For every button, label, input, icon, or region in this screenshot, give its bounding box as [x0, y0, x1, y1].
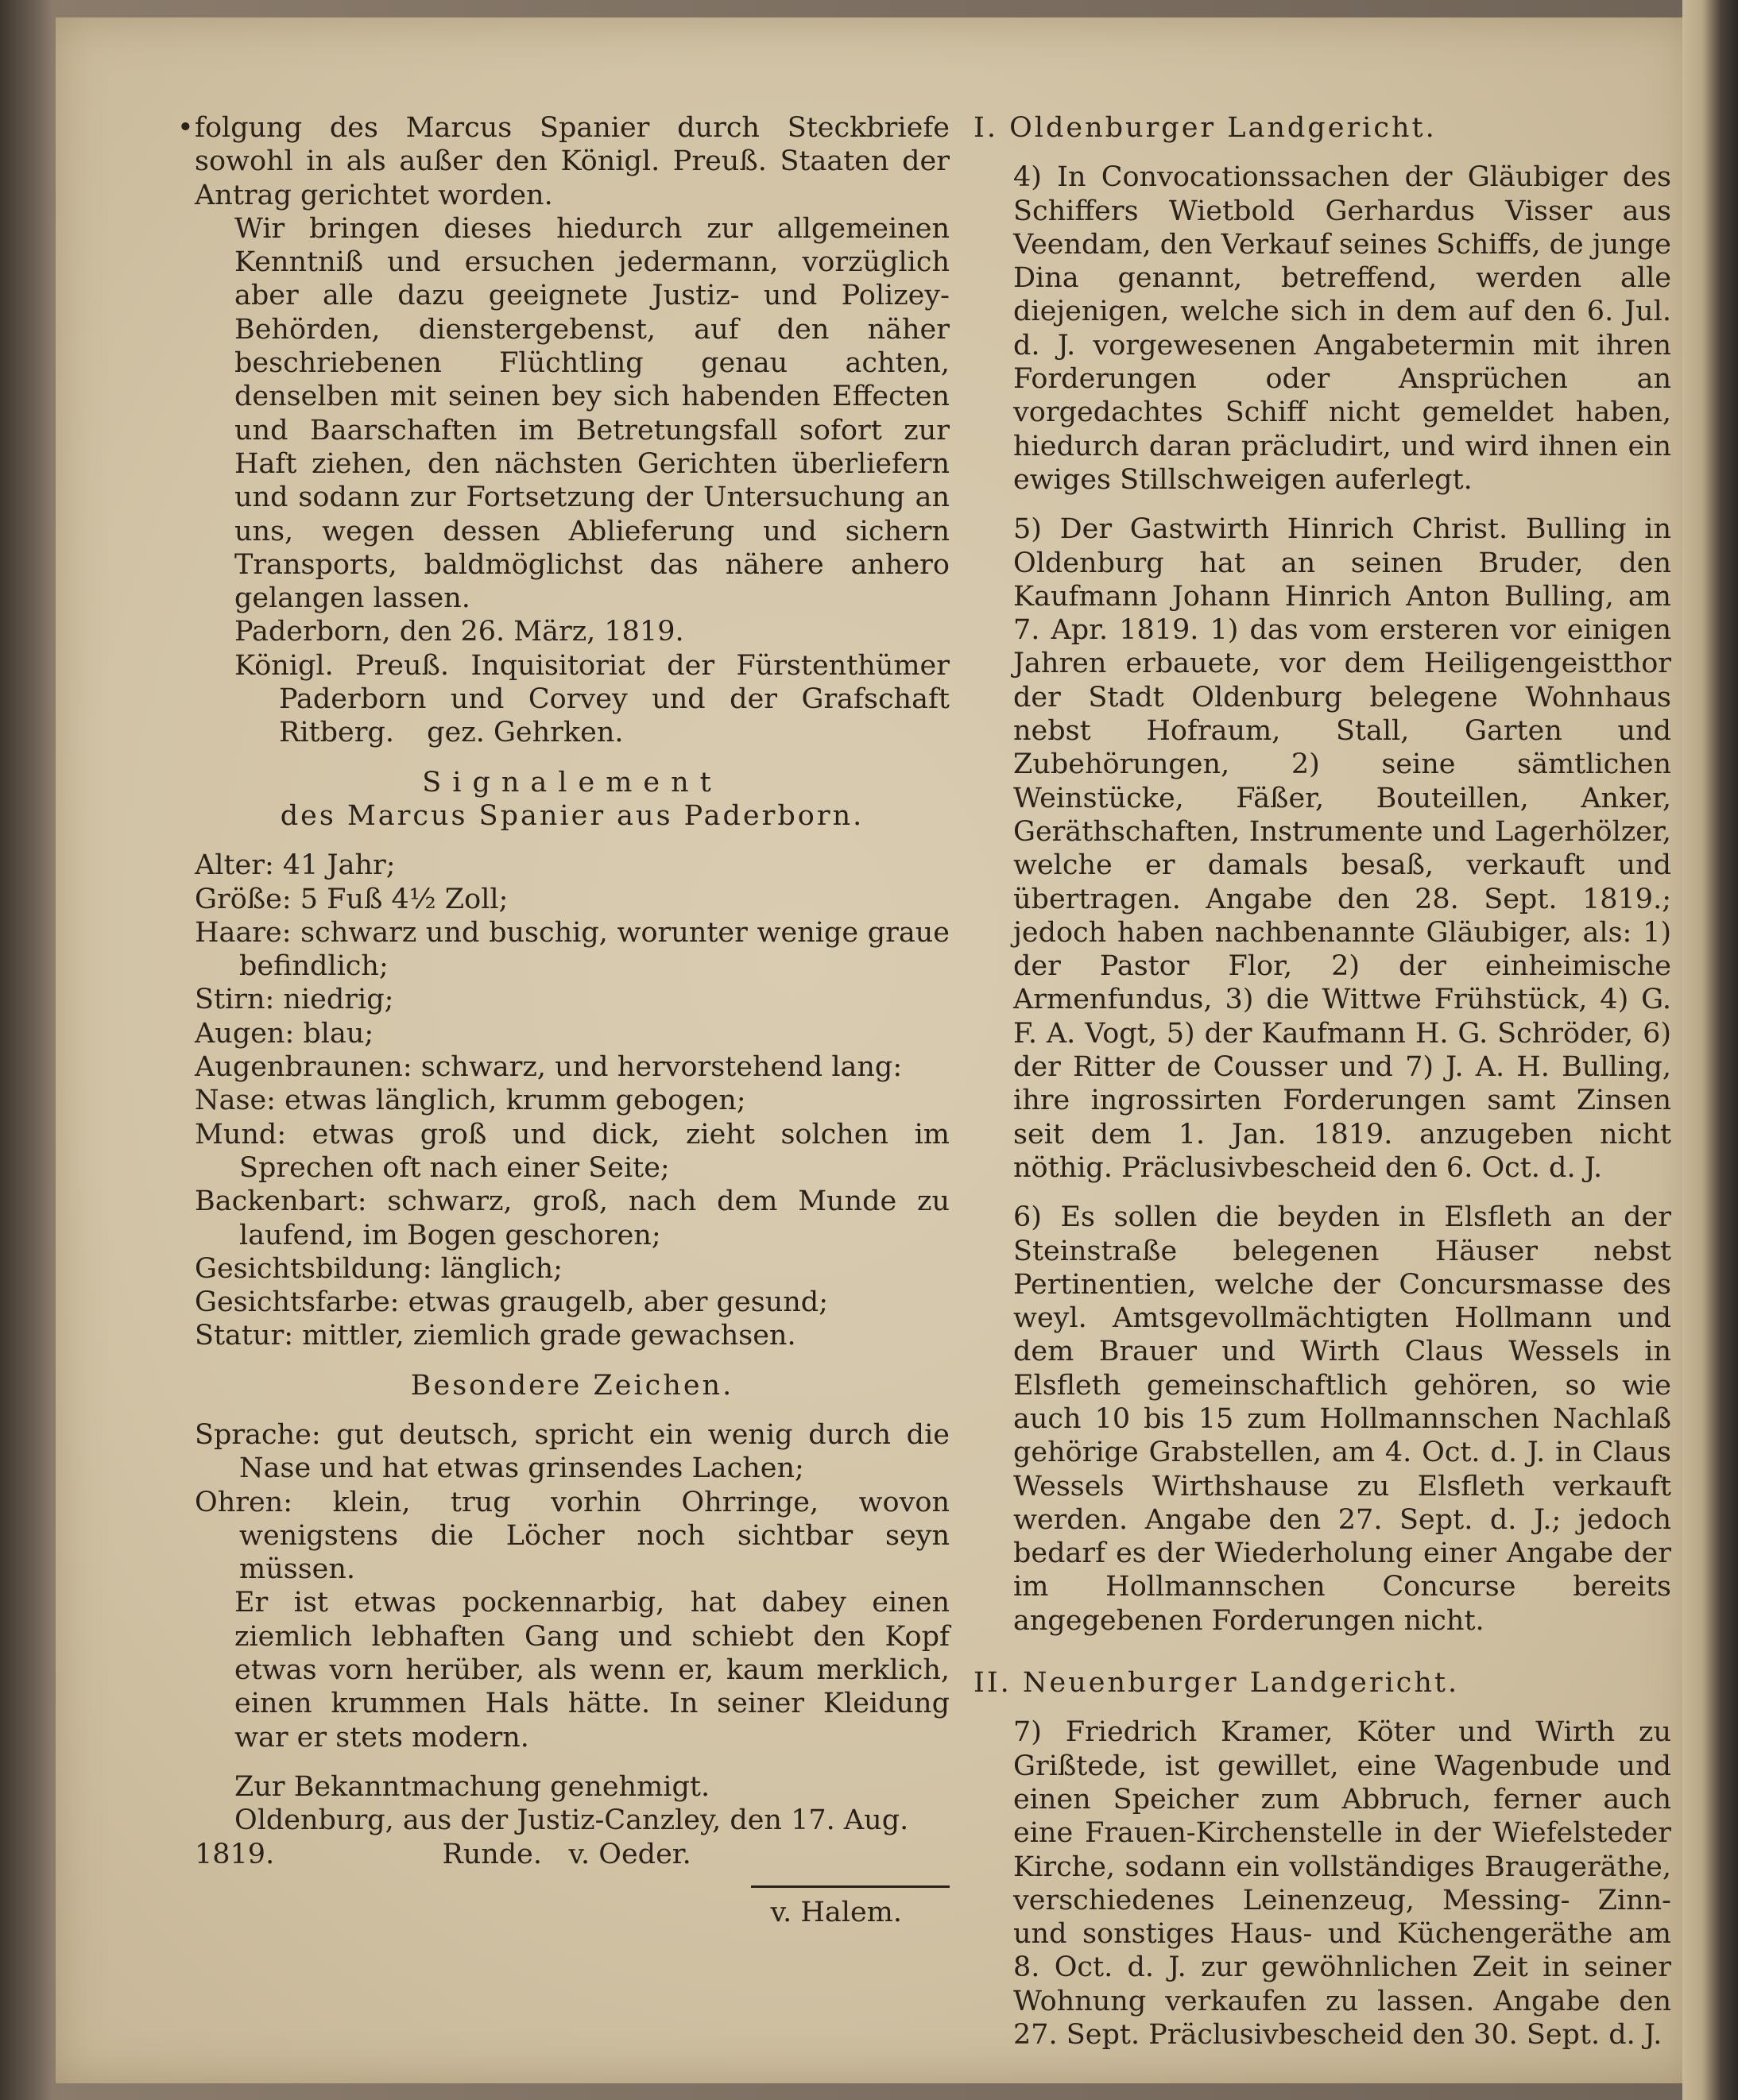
closing-signature: v. Halem. — [770, 1896, 902, 1928]
trait-item: Augenbraunen: schwarz, und hervorstehend lang: — [195, 1051, 903, 1084]
closing-year: 1819. — [195, 1838, 275, 1870]
right-column — [974, 111, 1671, 2052]
left-column — [177, 111, 950, 1929]
notice-item: 4) In Convocationssachen der Gläubiger des Schiffers Wietbold Gerhardus Visser aus Veendam, den Verkauf seines Schiffs, de junge Dina genannt, betreffend, werden alle diejenigen, welche sich in dem auf den 6. Jul. d. J. vorgewesenen Angabetermin mit ihren Forderungen oder Ansprüchen an vorgedachtes Schiff nicht gemeldet haben, hiedurch daran präcludirt, und wird ihnen ein ewiges Stillschweigen auferlegt. — [1013, 161, 1671, 496]
approval: Zur Bekanntmachung genehmigt. — [234, 1770, 710, 1803]
closing-place: Oldenburg, aus der Justiz-Canzley, den 17. Aug. — [234, 1804, 909, 1837]
special-item: Ohren: klein, trug vorhin Ohrringe, wovon wenigstens die Löcher noch sichtbar seyn müssen. — [195, 1486, 950, 1586]
book-gutter — [1682, 0, 1738, 2100]
trait-item: Alter: 41 Jahr; — [195, 849, 396, 882]
section-heading-neuenburg: II. Neuenburger Landgericht. — [974, 1667, 1460, 1700]
trait-item: Größe: 5 Fuß 4½ Zoll; — [195, 883, 509, 915]
trait-item: Augen: blau; — [195, 1017, 374, 1050]
signature-rule — [751, 1885, 950, 1888]
special-title: Besondere Zeichen. — [410, 1369, 734, 1402]
authority-text: Königl. Preuß. Inquisitoriat der Fürstenthümer Paderborn und Corvey und der Grafschaft Ritberg. — [234, 649, 950, 749]
trait-item: Gesichtsfarbe: etwas graugelb, aber gesund; — [195, 1286, 828, 1319]
trait-item: Gesichtsbildung: länglich; — [195, 1252, 563, 1285]
dateline: Paderborn, den 26. März, 1819. — [234, 616, 684, 648]
closing-names: Runde. v. Oeder. — [442, 1838, 691, 1870]
notice-item: 7) Friedrich Kramer, Köter und Wirth zu Grißtede, ist gewillet, eine Wagenbude und einen Speicher zum Abbruch, ferner auch eine Frauen-Kirchenstelle in der Wiefelsteder Kirche, sodann ein vollständiges Braugeräthe, verschiedenes Leinenzeug, Messing- Zinn- und sonstiges Haus- und Küchengeräthe am 8. Oct. d. J. zur gewöhnlichen Zeit in seiner Wohnung verkaufen zu lassen. Angabe den 27. Sept. Präclusivbescheid den 30. Sept. d. J. — [1013, 1716, 1671, 2052]
special-item: Sprache: gut deutsch, spricht ein wenig durch die Nase und hat etwas grinsendes Lachen; — [195, 1418, 950, 1485]
traits-list — [195, 849, 950, 1352]
intro-paragraph: folgung des Marcus Spanier durch Steckbriefe sowohl in als außer den Königl. Preuß. Staaten der Antrag gerichtet worden. — [195, 112, 950, 211]
trait-item: Nase: etwas länglich, krumm gebogen; — [195, 1085, 746, 1117]
request-text: Wir bringen dieses hiedurch zur allgemeinen Kenntniß und ersuchen jedermann, vorzüglich aber alle dazu geeignete Justiz- und Polizey-Behörden, dienstergebenst, auf den näher beschriebenen Flüchtling genau achten, denselben mit seinen bey sich habenden Effecten und Baarschaften im Betretungsfall sofort zur Haft ziehen, den nächsten Gerichten überliefern und sodann zur Fortsetzung der Untersuchung an uns, wegen dessen Ablieferung und sichern Transports, baldmöglichst das nähere anhero gelangen lassen. — [234, 212, 950, 615]
signalement-subtitle: des Marcus Spanier aus Paderborn. — [280, 799, 865, 832]
notice-item: 6) Es sollen die beyden in Elsfleth an der Steinstraße belegenen Häuser nebst Pertinentien, welche der Concursmasse des weyl. Amtsgevollmächtigten Hollmann und dem Brauer und Wirth Claus Wessels in Elsfleth gemeinschaftlich gehören, so wie auch 10 bis 15 zum Hollmannschen Nachlaß gehörige Grabstellen, am 4. Oct. d. J. in Claus Wessels Wirthshause zu Elsfleth verkauft werden. Angabe den 27. Sept. d. J.; jedoch bedarf es der Wiederholung einer Angabe der im Hollmannschen Concurse bereits angegebenen Forderungen nicht. — [1013, 1201, 1671, 1637]
bullet-mark: • — [177, 112, 194, 144]
trait-item: Backenbart: schwarz, groß, nach dem Munde zu laufend, im Bogen geschoren; — [195, 1185, 950, 1251]
authority — [195, 649, 950, 750]
trait-item: Mund: etwas groß und dick, zieht solchen im Sprechen oft nach einer Seite; — [195, 1118, 950, 1184]
request-paragraph — [195, 212, 950, 616]
trait-item: Haare: schwarz und buschig, worunter wenige graue befindlich; — [195, 916, 950, 983]
closing-line — [195, 1838, 950, 1871]
remark-paragraph: Er ist etwas pockennarbig, hat dabey einen ziemlich lebhaften Gang und schiebt den Kopf etwas vorn herüber, als wenn er, kaum merklich, einen krummen Hals hätte. In seiner Kleidung war er stets modern. — [234, 1587, 950, 1754]
trait-item: Stirn: niedrig; — [195, 984, 394, 1016]
trait-item: Statur: mittler, ziemlich grade gewachsen. — [195, 1320, 796, 1352]
signed: gez. Gehrken. — [427, 717, 624, 749]
notice-item: 5) Der Gastwirth Hinrich Christ. Bulling in Oldenburg hat an seinen Bruder, den Kaufmann Johann Hinrich Anton Bulling, am 7. Apr. 1819. 1) das vom ersteren vor einigen Jahren erbauete, vor dem Heiligengeistthor der Stadt Oldenburg belegene Wohnhaus nebst Hofraum, Stall, Garten und Zubehörungen, 2) seine sämtlichen Weinstücke, Fäßer, Bouteillen, Anker, Geräthschaften, Instrumente und Lagerhölzer, welche er damals besaß, verkauft und übertragen. Angabe den 28. Sept. 1819.; jedoch haben nachbenannte Gläubiger, als: 1) der Pastor Flor, 2) der einheimische Armenfundus, 3) die Wittwe Frühstück, 4) G. F. A. Vogt, 5) der Kaufmann H. G. Schröder, 6) der Ritter de Cousser und 7) J. A. H. Bulling, ihre ingrossirten Forderungen samt Zinsen seit dem 1. Jan. 1819. anzugeben nicht nöthig. Präclusivbescheid den 6. Oct. d. J. — [1013, 513, 1671, 1184]
signalement-title: Signalement — [422, 766, 722, 799]
section-heading-oldenburg: I. Oldenburger Landgericht. — [974, 112, 1437, 144]
